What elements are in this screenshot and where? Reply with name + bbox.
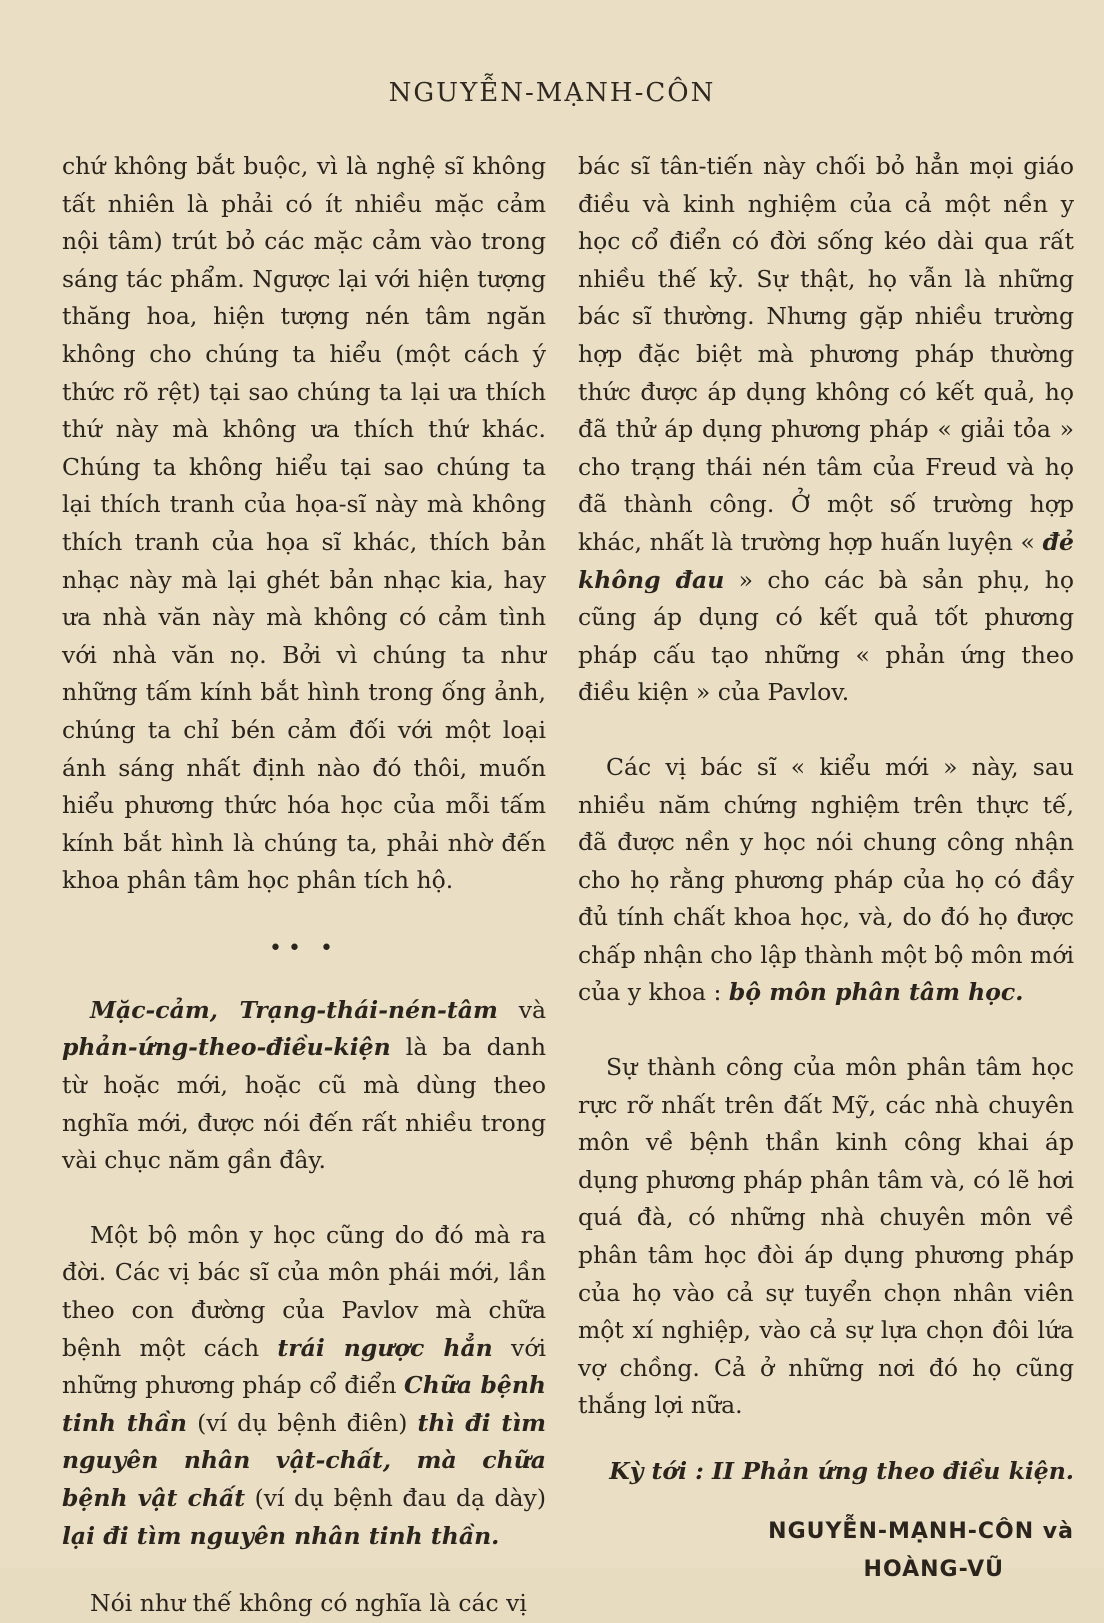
running-header: NGUYỄN-MẠNH-CÔN [388,78,716,108]
section-break-ornament: •• • [269,935,339,961]
next-issue-note: Kỳ tới : II Phản ứng theo điều kiện. [609,1457,1074,1485]
signature-line-1: NGUYỄN-MẠNH-CÔN và [768,1518,1074,1544]
paragraph: Sự thành công của môn phân tâm học rực rỡ nhất trên đất Mỹ, các nhà chuyên môn về bệnh thần kinh công khai áp dụng phương pháp phân tâm và, có lẽ hơi quá đà, có những nhà chuyên môn về phân tâm học đòi áp dụng phương pháp của họ vào cả sự tuyển chọn nhân viên một xí nghiệp, vào cả sự lựa chọn đôi lứa vợ chồng. Cả ở những nơi đó họ cũng thắng lợi nữa. [578,1053,1074,1420]
italic-term: phản-ứng-theo-điều-kiện [62,1033,391,1062]
paragraph: chứ không bắt buộc, vì là nghệ sĩ không tất nhiên là phải có ít nhiều mặc cảm nội tâm) trút bỏ các mặc cảm vào trong sáng tác phẩm. Ngược lại với hiện tượng thăng hoa, hiện tượng nén tâm ngăn không cho chúng ta hiểu (một cách ý thức rõ rệt) tại sao chúng ta lại ưa thích thứ này mà không ưa thích thứ khác. Chúng ta không hiểu tại sao chúng ta lại thích tranh của họa-sĩ này mà không thích tranh của họa sĩ khác, thích bản nhạc này mà lại ghét bản nhạc kia, hay ưa nhà văn này mà không có cảm tình với nhà văn nọ. Bởi vì chúng ta như những tấm kính bắt hình trong ống ảnh, chúng ta chỉ bén cảm đối với một loại ánh sáng nhất định nào đó thôi, muốn hiểu phương thức hóa học của mỗi tấm kính bắt hình là chúng ta, phải nhờ đến khoa phân tâm học phân tích hộ. [62,152,546,895]
italic-phrase: Chữa bệnh tinh thần [62,1371,546,1437]
italic-phrase: bộ môn phân tâm học. [728,978,1024,1007]
left-column [62,148,546,1623]
right-column [578,148,1074,1589]
author-signature [578,1513,1074,1589]
italic-phrase: lại đi tìm nguyên nhân tinh thần. [62,1521,500,1550]
italic-term: Mặc-cảm, Trạng-thái-nén-tâm [90,995,498,1024]
signature-line-2: HOÀNG-VŨ [863,1556,1004,1582]
paragraph: Các vị bác sĩ « kiểu mới » này, sau nhiều năm chứng nghiệm trên thực tế, đã được nền y học nói chung công nhận cho họ rằng phương pháp của họ có đầy đủ tính chất khoa học, và, do đó họ được chấp nhận cho lập thành một bộ môn mới của y khoa : bộ môn phân tâm học. [578,752,1074,1007]
paragraph: Nói như thế không có nghĩa là các vị [90,1589,527,1618]
italic-phrase: đẻ không đau [578,527,1074,594]
italic-phrase: thì đi tìm nguyên nhân vật-chất, mà chữa bệnh vật chất [62,1408,546,1512]
paragraph: Mặc-cảm, Trạng-thái-nén-tâm và phản-ứng-theo-điều-kiện là ba danh từ hoặc mới, hoặc cũ mà dùng theo nghĩa mới, được nói đến rất nhiều trong vài chục năm gần đây. [62,995,546,1175]
italic-phrase: trái ngược hẳn [277,1333,493,1362]
paragraph: bác sĩ tân-tiến này chối bỏ hẳn mọi giáo điều và kinh nghiệm của cả một nền y học cổ điển có đời sống kéo dài qua rất nhiều thế kỷ. Sự thật, họ vẫn là những bác sĩ thường. Nhưng gặp nhiều trường hợp đặc biệt mà phương pháp thường thức được áp dụng không có kết quả, họ đã thử áp dụng phương pháp « giải tỏa » cho trạng thái nén tâm của Freud và họ đã thành công. Ở một số trường hợp khác, nhất là trường hợp huấn luyện « đẻ không đau » cho các bà sản phụ, họ cũng áp dụng có kết quả tốt phương pháp cấu tạo những « phản ứng theo điều kiện » của Pavlov. [578,152,1074,707]
paragraph: Một bộ môn y học cũng do đó mà ra đời. Các vị bác sĩ của môn phái mới, lần theo con đường của Pavlov mà chữa bệnh một cách trái ngược hẳn với những phương pháp cổ điển Chữa bệnh tinh thần (ví dụ bệnh điên) thì đi tìm nguyên nhân vật-chất, mà chữa bệnh vật chất (ví dụ bệnh đau dạ dày) lại đi tìm nguyên nhân tinh thần. [62,1220,546,1550]
